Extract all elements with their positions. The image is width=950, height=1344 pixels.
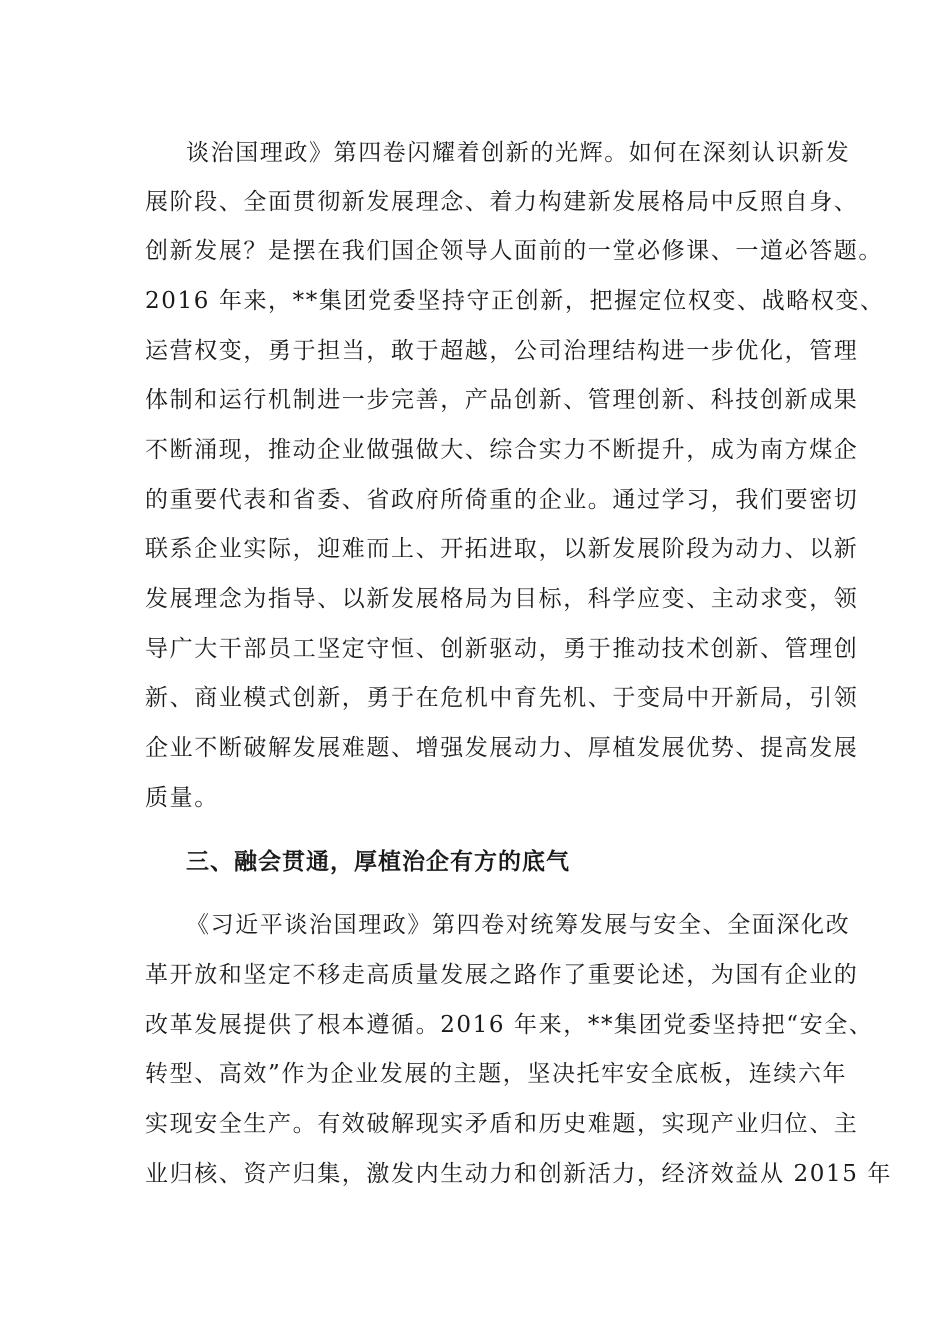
paragraph-line: 的重要代表和省委、省政府所倚重的企业。通过学习，我们要密切	[145, 487, 859, 513]
paragraph-line: 实现安全生产。有效破解现实矛盾和历史难题，实现产业归位、主	[145, 1111, 859, 1137]
paragraph-line: 企业不断破解发展难题、增强发展动力、厚植发展优势、提高发展	[145, 735, 859, 761]
paragraph-line: 展阶段、全面贯彻新发展理念、着力构建新发展格局中反照自身、	[145, 189, 859, 215]
paragraph-line: 联系企业实际，迎难而上、开拓进取，以新发展阶段为动力、以新	[145, 536, 859, 562]
paragraph-line: 导广大干部员工坚定守恒、创新驱动，勇于推动技术创新、管理创	[145, 636, 859, 662]
paragraph-line: 体制和运行机制进一步完善，产品创新、管理创新、科技创新成果	[145, 387, 859, 413]
paragraph-line: 业归核、资产归集，激发内生动力和创新活力，经济效益从 2015 年	[145, 1161, 892, 1187]
paragraph-line: 改革发展提供了根本遵循。2016 年来，**集团党委坚持把“安全、	[145, 1012, 874, 1038]
paragraph-line: 不断涌现，推动企业做强做大、综合实力不断提升，成为南方煤企	[145, 437, 859, 463]
paragraph-line: 质量。	[145, 785, 219, 811]
paragraph-line: 新、商业模式创新，勇于在危机中育先机、于变局中开新局，引领	[145, 685, 859, 711]
paragraph-line: 《习近平谈治国理政》第四卷对统筹发展与安全、全面深化改	[186, 912, 851, 938]
paragraph-line: 转型、高效”作为企业发展的主题，坚决托牢安全底板，连续六年	[145, 1061, 848, 1087]
paragraph-line: 运营权变，勇于担当，敢于超越，公司治理结构进一步优化，管理	[145, 338, 859, 364]
paragraph-line: 2016 年来，**集团党委坚持守正创新，把握定位权变、战略权变、	[145, 288, 885, 314]
section-heading: 三、融会贯通，厚植治企有方的底气	[186, 849, 570, 875]
paragraph-line: 革开放和坚定不移走高质量发展之路作了重要论述，为国有企业的	[145, 962, 859, 988]
paragraph-line: 创新发展？是摆在我们国企领导人面前的一堂必修课、一道必答题。	[145, 238, 883, 264]
paragraph-line: 发展理念为指导、以新发展格局为目标，科学应变、主动求变，领	[145, 586, 859, 612]
paragraph-line: 谈治国理政》第四卷闪耀着创新的光辉。如何在深刻认识新发	[186, 140, 851, 166]
